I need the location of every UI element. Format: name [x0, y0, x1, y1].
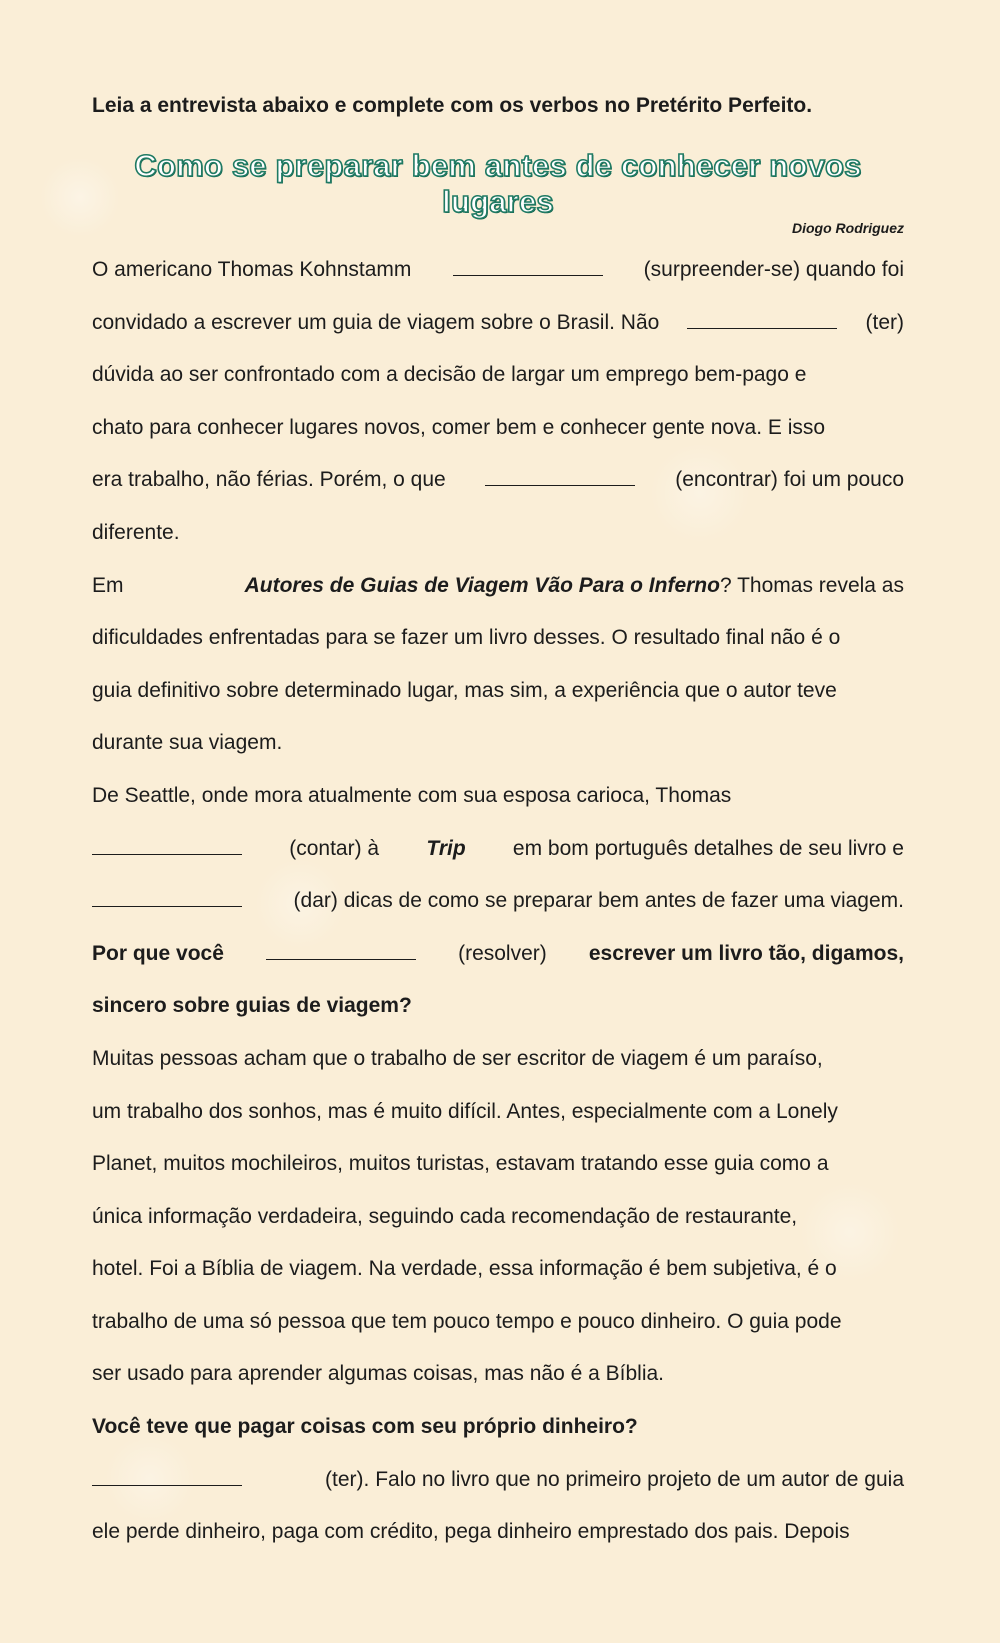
text-line: única informação verdadeira, seguindo cada recomendação de restaurante, — [92, 1204, 798, 1228]
text-line: convidado a escrever um guia de viagem sobre o Brasil. Não (ter) — [92, 310, 904, 334]
text-line: (dar) dicas de como se preparar bem antes de fazer uma viagem. — [92, 875, 904, 928]
article-body — [92, 244, 904, 1559]
text-line: O americano Thomas Kohnstamm (surpreender-se) quando foi — [92, 258, 904, 281]
text-line: era trabalho, não férias. Porém, o que (encontrar) foi um pouco — [92, 468, 904, 492]
text-line: Em Autores de Guias de Viagem Vão Para o Inferno? Thomas revela as — [92, 573, 904, 597]
question-text: sincero sobre guias de viagem? — [92, 994, 412, 1018]
answer-blank-6[interactable] — [266, 958, 416, 960]
text-line: (ter). Falo no livro que no primeiro projeto de um autor de guia — [92, 1454, 904, 1507]
answer-blank-7[interactable] — [92, 1484, 242, 1486]
answer-blank-1[interactable] — [453, 274, 603, 276]
text-line: Muitas pessoas acham que o trabalho de ser escritor de viagem é um paraíso, — [92, 1046, 823, 1070]
text-line — [92, 980, 904, 1033]
instruction: Leia a entrevista abaixo e complete com os verbos no Pretérito Perfeito. — [92, 94, 813, 117]
text-line: trabalho de uma só pessoa que tem pouco tempo e pouco dinheiro. O guia pode — [92, 1309, 842, 1333]
text-line: hotel. Foi a Bíblia de viagem. Na verdade, essa informação é bem subjetiva, é o — [92, 1257, 837, 1281]
text-line: De Seattle, onde mora atualmente com sua esposa carioca, Thomas — [92, 783, 732, 807]
answer-blank-3[interactable] — [485, 484, 635, 486]
text-line: um trabalho dos sonhos, mas é muito difícil. Antes, especialmente com a Lonely — [92, 1099, 838, 1123]
text-line: dificuldades enfrentadas para se fazer um livro desses. O resultado final não é o — [92, 626, 841, 650]
answer-blank-2[interactable] — [687, 327, 837, 329]
text-line: ele perde dinheiro, paga com crédito, pega dinheiro emprestado dos pais. Depois — [92, 1520, 850, 1544]
text-line: durante sua viagem. — [92, 731, 283, 755]
answer-blank-4[interactable] — [92, 853, 242, 855]
question-text: Você teve que pagar coisas com seu próprio dinheiro? — [92, 1415, 638, 1439]
question-text: Por que você — [92, 941, 224, 965]
article-title: Como se preparar bem antes de conhecer novos lugares — [134, 148, 862, 219]
author-byline: Diogo Rodriguez — [792, 220, 904, 236]
text-line: dúvida ao ser confrontado com a decisão de largar um emprego bem-pago e — [92, 363, 807, 387]
text-line — [92, 1401, 904, 1454]
text-line: guia definitivo sobre determinado lugar, mas sim, a experiência que o autor teve — [92, 678, 837, 702]
magazine-name: Trip — [426, 836, 466, 860]
text-line: chato para conhecer lugares novos, comer bem e conhecer gente nova. E isso — [92, 415, 826, 439]
text-line: diferente. — [92, 520, 180, 544]
answer-blank-5[interactable] — [92, 905, 242, 907]
question-text: escrever um livro tão, digamos, — [588, 941, 904, 965]
text-line: Por que você (resolver) escrever um livro tão, digamos, — [92, 928, 904, 981]
text-line: Planet, muitos mochileiros, muitos turistas, estavam tratando esse guia como a — [92, 1152, 829, 1176]
text-line: ser usado para aprender algumas coisas, mas não é a Bíblia. — [92, 1362, 664, 1386]
book-title: Autores de Guias de Viagem Vão Para o Inferno — [244, 573, 720, 597]
text-line: (contar) à Trip em bom português detalhes de seu livro e — [92, 823, 904, 876]
